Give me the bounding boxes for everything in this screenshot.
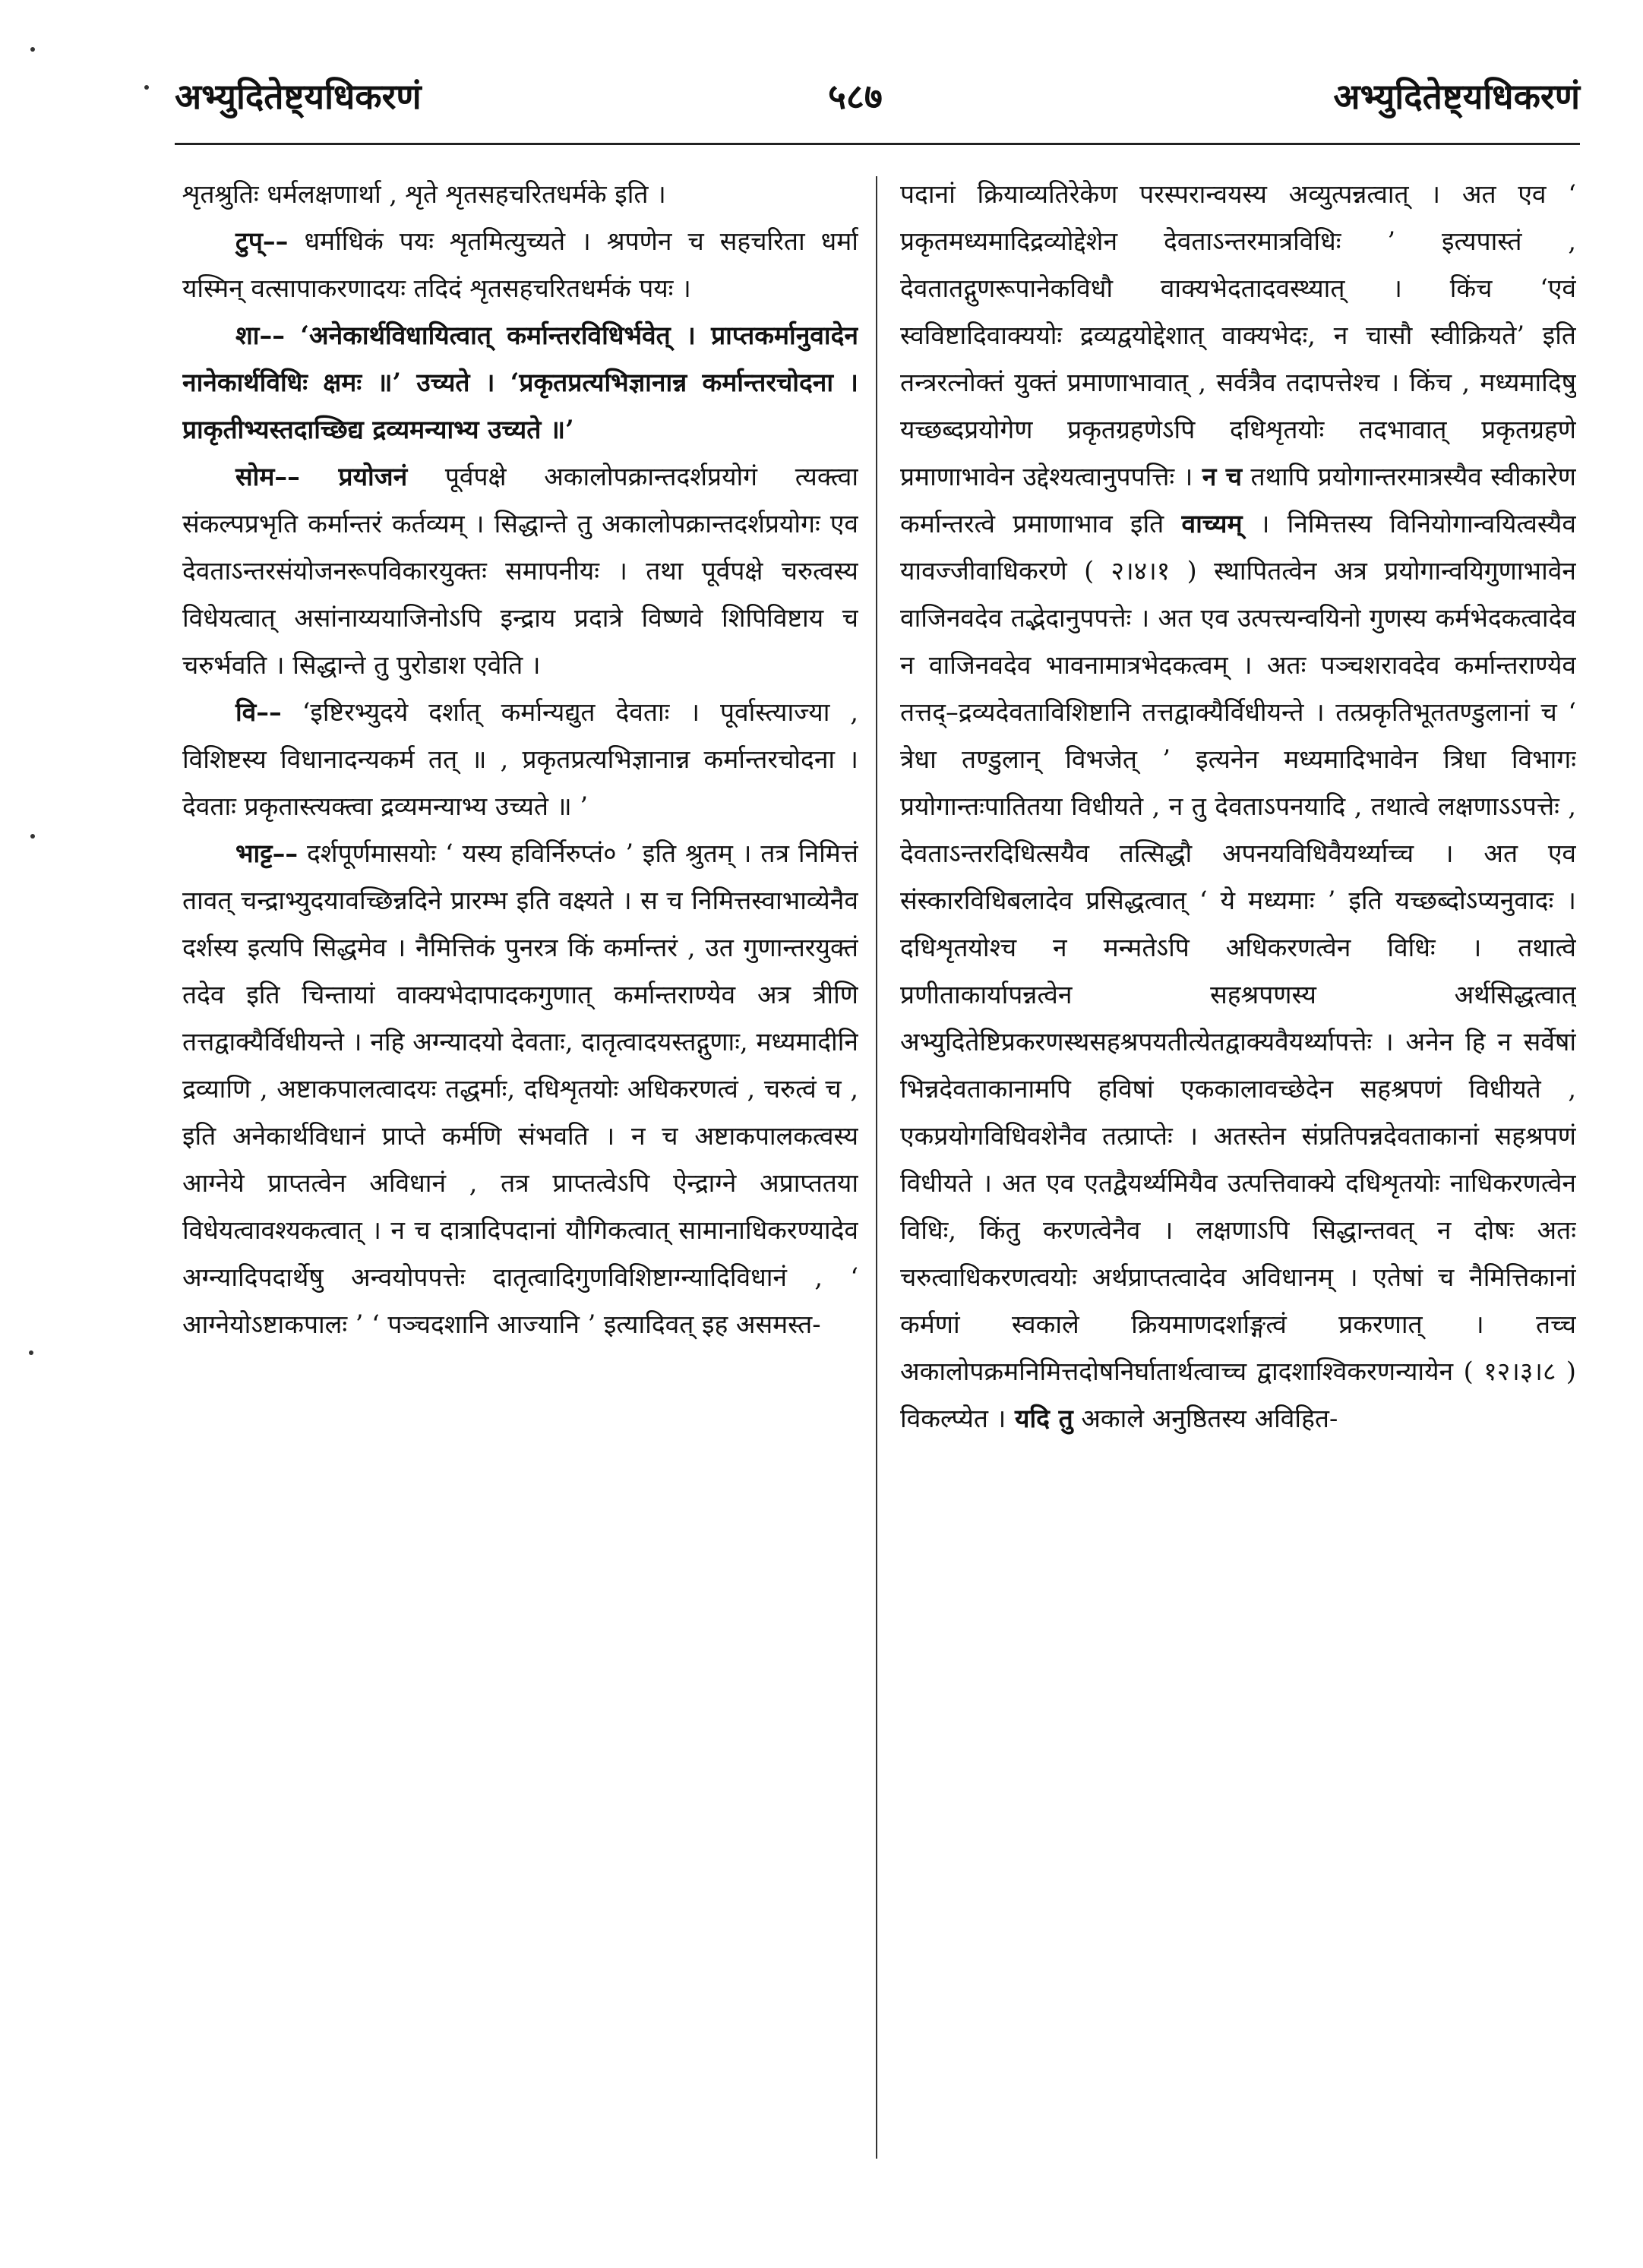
paragraph-text: ‘इष्टिरभ्युदये दर्शात् कर्मान्यद्युत देवताः । पूर्वास्त्याज्या , विशिष्टस्य विधानादन्यकर्म तत् ॥ , प्रकृतप्रत्यभिज्ञानान्न कर्मान्तरचोदना । देवताः प्रकृतास्त्यक्त्वा द्रव्यमन्याभ्य उच्यते ॥ ’ bbox=[182, 697, 858, 821]
page-header bbox=[175, 72, 1580, 141]
paragraph-text: धर्माधिकं पयः शृतमित्युच्यते । श्रपणेन च सहचरिता धर्मा यस्मिन् वत्सापाकरणादयः तदिदं शृतसहचरितधर्मकं पयः । bbox=[182, 226, 858, 303]
paragraph-text: । निमित्तस्य विनियोगान्वयित्वस्यैव यावज्जीवाधिकरणे ( २।४।१ ) स्थापितत्वेन अत्र प्रयोगान्वयिगुणाभावेन वाजिनवदेव तद्भेदानुपपत्तेः । अत एव उत्पत्त्यन्वयिनो गुणस्य कर्मभेदकत्वादेव न वाजिनवदेव भावनामात्रभेदकत्वम् । अतः पञ्चशरावदेव कर्मान्तराण्येव तत्तद्–द्रव्यदेवताविशिष्टानि तत्तद्वाक्यैर्विधीयन्ते । तत्प्रकृतिभूततण्डुलानां च ‘ त्रेधा तण्डुलान् विभजेत् ’ इत्यनेन मध्यमादिभावेन त्रिधा विभागः प्रयोगान्तःपातितया विधीयते , न तु देवताऽपनयादि , तथात्वे लक्षणाऽऽपत्तेः , देवताऽन्तरदिधित्सयैव तत्सिद्धौ अपनयविधिवैयर्थ्याच्च । अत एव संस्कारविधिबलादेव प्रसिद्धत्वात् ‘ ये मध्यमाः ’ इति यच्छब्दोऽप्यनुवादः । दधिशृतयोश्च न मन्मतेऽपि अधिकरणत्वेन विधिः । तथात्वे प्रणीताकार्यापन्नत्वेन सहश्रपणस्य अर्थसिद्धत्वात् अभ्युदितेष्टिप्रकरणस्थसहश्रपयतीत्येतद्वाक्यवैयर्थ्यापत्तेः । अनेन हि न सर्वेषां भिन्नदेवताकानामपि हविषां एककालावच्छेदेन सहश्रपणं विधीयते , एकप्रयोगविधिवशेनैव तत्प्राप्तेः । अतस्तेन संप्रतिपन्नदेवताकानां सहश्रपणं विधीयते । अत एव एतद्वैयर्थ्यमियैव उत्पत्तिवाक्ये दधिशृतयोः नाधिकरणत्वेन विधिः, किंतु करणत्वेनैव । लक्षणाऽपि सिद्धान्तवत् न दोषः अतः चरुत्वाधिकरणत्वयोः अर्थप्राप्तत्वादेव अविधानम् । एतेषां च नैमित्तिकानां कर्मणां स्वकाले क्रियमाणदर्शाङ्गत्वं प्रकरणात् । तच्च अकालोपक्रमनिमित्तदोषनिर्घातार्थत्वाच्च द्वादशाश्विकरणन्यायेन ( १२।३।८ ) विकल्प्येत । bbox=[900, 509, 1576, 1433]
paragraph-text: अकाले अनुष्ठितस्य अविहित- bbox=[1073, 1404, 1338, 1433]
margin-dot bbox=[30, 47, 35, 52]
paragraph bbox=[182, 171, 858, 218]
commentator-label: भाट्ट–– bbox=[235, 839, 299, 868]
paragraph bbox=[182, 453, 858, 689]
emphasis-text: न च bbox=[1193, 462, 1243, 491]
page-number: ५८७ bbox=[828, 76, 883, 117]
left-column bbox=[182, 171, 858, 2176]
right-column bbox=[900, 171, 1576, 2176]
verse-text: ‘अनेकार्थविधायित्वात् कर्मान्तरविधिर्भवेत् । प्राप्तकर्मानुवादेन नानेकार्थविधिः क्षमः ॥’ उच्यते । ‘प्रकृतप्रत्यभिज्ञानान्न कर्मान्तरचोदना । प्राकृतीभ्यस्तदाच्छिद्य द्रव्यमन्याभ्य उच्यते ॥’ bbox=[182, 321, 858, 444]
paragraph-text: दर्शपूर्णमासयोः ‘ यस्य हविर्निरुप्तं० ’ इति श्रुतम् । तत्र निमित्तं तावत् चन्द्राभ्युदयावच्छिन्नदिने प्रारम्भ इति वक्ष्यते । स च निमित्तस्वाभाव्येनैव दर्शस्य इत्यपि सिद्धमेव । नैमित्तिकं पुनरत्र किं कर्मान्तरं , उत गुणान्तरयुक्तं तदेव इति चिन्तायां वाक्यभेदापादकगुणात् कर्मान्तराण्येव अत्र त्रीणि तत्तद्वाक्यैर्विधीयन्ते । नहि अग्न्यादयो देवताः, दातृत्वादयस्तद्गुणाः, मध्यमादीनि द्रव्याणि , अष्टाकपालत्वादयः तद्धर्माः, दधिशृतयोः अधिकरणत्वं , चरुत्वं च , इति अनेकार्थविधानं प्राप्ते कर्मणि संभवति । न च अष्टाकपालकत्वस्य आग्नेये प्राप्तत्वेन अविधानं , तत्र प्राप्तत्वेऽपि ऐन्द्राग्ने अप्राप्ततया विधेयत्वावश्यकत्वात् । न च दात्रादिपदानां यौगिकत्वात् सामानाधिकरण्यादेव अग्न्यादिपदार्थेषु अन्वयोपपत्तेः दातृत्वादिगुणविशिष्टाग्न्यादिविधानं , ‘ आग्नेयोऽष्टाकपालः ’ ‘ पञ्चदशानि आज्यानि ’ इत्यादिवत् इह असमस्त- bbox=[182, 839, 858, 1339]
paragraph bbox=[182, 830, 858, 1348]
running-title-left: अभ्युदितेष्ट्यधिकरणं bbox=[175, 76, 422, 117]
margin-dot bbox=[144, 85, 149, 90]
paragraph bbox=[182, 689, 858, 830]
emphasis-text: वाच्यम् bbox=[1181, 509, 1243, 539]
paragraph-text: तथापि प्रयोगान्तरमात्रस्यैव स्वीकारेण कर्मान्तरत्वे प्रमाणाभाव इति bbox=[900, 462, 1576, 539]
running-title-right: अभ्युदितेष्ट्यधिकरणं bbox=[1333, 76, 1580, 117]
paragraph bbox=[900, 171, 1576, 1442]
paragraph bbox=[182, 312, 858, 453]
paragraph-text: पदानां क्रियाव्यतिरेकेण परस्परान्वयस्य अव्युत्पन्नत्वात् । अत एव ‘ प्रकृतमध्यमादिद्रव्योद्देशेन देवताऽन्तरमात्रविधिः ’ इत्यपास्तं , देवतातद्गुणरूपानेकविधौ वाक्यभेदतादवस्थ्यात् । किंच ‘एवं स्वविष्टादिवाक्ययोः द्रव्यद्वयोद्देशात् वाक्यभेदः, न चासौ स्वीक्रियते’ इति तन्त्ररत्नोक्तं युक्तं प्रमाणाभावात् , सर्वत्रैव तदापत्तेश्च । किंच , मध्यमादिषु यच्छब्दप्रयोगेण प्रकृतग्रहणेऽपि दधिशृतयोः तदभावात् प्रकृतग्रहणे प्रमाणाभावेन उद्देश्यत्वानुपपत्तिः । bbox=[900, 179, 1576, 491]
column-separator bbox=[876, 176, 877, 2159]
commentator-label: सोम–– प्रयोजनं bbox=[235, 462, 408, 491]
header-rule bbox=[175, 143, 1580, 145]
margin-dot bbox=[30, 834, 35, 839]
commentator-label: वि–– bbox=[235, 697, 282, 727]
paragraph bbox=[182, 218, 858, 312]
commentator-label: शा–– bbox=[235, 321, 285, 350]
commentator-label: टुप्–– bbox=[235, 226, 289, 256]
margin-dot bbox=[29, 1350, 33, 1355]
paragraph-text: शृतश्रुतिः धर्मलक्षणार्था , शृते शृतसहचरितधर्मके इति । bbox=[182, 179, 666, 209]
paragraph-text: पूर्वपक्षे अकालोपक्रान्तदर्शप्रयोगं त्यक्त्वा संकल्पप्रभृति कर्मान्तरं कर्तव्यम् । सिद्धान्ते तु अकालोपक्रान्तदर्शप्रयोगः एव देवताऽन्तरसंयोजनरूपविकारयुक्तः समापनीयः । तथा पूर्वपक्षे चरुत्वस्य विधेयत्वात् असांनाय्ययाजिनोऽपि इन्द्राय प्रदात्रे विष्णवे शिपिविष्टाय च चरुर्भवति । सिद्धान्ते तु पुरोडाश एवेति । bbox=[182, 462, 858, 680]
emphasis-text: यदि तु bbox=[1006, 1404, 1073, 1433]
